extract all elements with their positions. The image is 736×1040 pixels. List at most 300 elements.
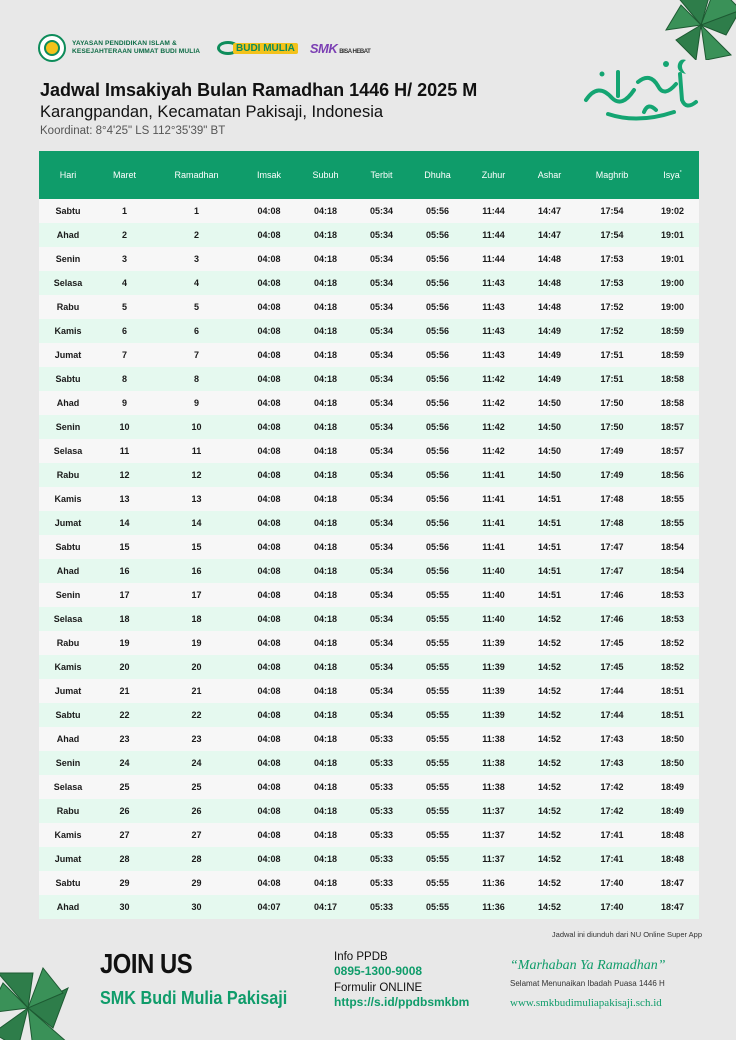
cell-imsak: 04:08 [241, 871, 297, 895]
cell-isya: 18:47 [646, 895, 699, 919]
cell-maghrib: 17:53 [578, 247, 646, 271]
cell-imsak: 04:08 [241, 703, 297, 727]
cell-terbit: 05:34 [354, 583, 409, 607]
column-header-maret: Maret [97, 151, 152, 199]
cell-terbit: 05:34 [354, 487, 409, 511]
cell-hari: Kamis [39, 655, 97, 679]
cell-hari: Rabu [39, 799, 97, 823]
cell-zuhur: 11:39 [466, 631, 521, 655]
cell-subuh: 04:18 [297, 463, 354, 487]
cell-maret: 22 [97, 703, 152, 727]
motto-subtitle: Selamat Menunaikan Ibadah Puasa 1446 H [510, 979, 665, 988]
cell-isya: 19:01 [646, 223, 699, 247]
cell-ramadhan: 15 [152, 535, 241, 559]
cell-subuh: 04:18 [297, 487, 354, 511]
cell-imsak: 04:08 [241, 199, 297, 223]
cell-ramadhan: 6 [152, 319, 241, 343]
cell-ashar: 14:51 [521, 535, 578, 559]
cell-ramadhan: 8 [152, 367, 241, 391]
cell-maghrib: 17:47 [578, 535, 646, 559]
cell-maghrib: 17:51 [578, 343, 646, 367]
cell-maret: 1 [97, 199, 152, 223]
location-subtitle: Karangpandan, Kecamatan Pakisaji, Indonesia [40, 103, 384, 121]
table-row [39, 415, 699, 439]
cell-dhuha: 05:56 [409, 487, 466, 511]
cell-maghrib: 17:40 [578, 871, 646, 895]
table-row [39, 631, 699, 655]
cell-isya: 19:02 [646, 199, 699, 223]
cell-maghrib: 17:48 [578, 511, 646, 535]
cell-dhuha: 05:56 [409, 391, 466, 415]
cell-subuh: 04:18 [297, 319, 354, 343]
cell-maghrib: 17:41 [578, 847, 646, 871]
cell-dhuha: 05:55 [409, 871, 466, 895]
cell-imsak: 04:08 [241, 751, 297, 775]
cell-dhuha: 05:56 [409, 511, 466, 535]
cell-maret: 3 [97, 247, 152, 271]
table-body [39, 199, 699, 919]
cell-maret: 29 [97, 871, 152, 895]
table-header-row [39, 151, 699, 199]
cell-imsak: 04:08 [241, 223, 297, 247]
cell-terbit: 05:34 [354, 607, 409, 631]
table-row [39, 895, 699, 919]
cell-imsak: 04:08 [241, 319, 297, 343]
cell-ramadhan: 26 [152, 799, 241, 823]
cell-maghrib: 17:41 [578, 823, 646, 847]
cell-dhuha: 05:55 [409, 775, 466, 799]
cell-isya: 18:51 [646, 679, 699, 703]
cell-isya: 18:55 [646, 511, 699, 535]
cell-hari: Selasa [39, 439, 97, 463]
cell-maghrib: 17:54 [578, 199, 646, 223]
coordinates: Koordinat: 8°4'25" LS 112°35'39" BT [40, 125, 226, 137]
cell-subuh: 04:18 [297, 391, 354, 415]
cell-hari: Ahad [39, 391, 97, 415]
table-row [39, 199, 699, 223]
cell-maghrib: 17:48 [578, 487, 646, 511]
cell-imsak: 04:08 [241, 727, 297, 751]
table-row [39, 487, 699, 511]
cell-terbit: 05:34 [354, 535, 409, 559]
cell-zuhur: 11:38 [466, 751, 521, 775]
cell-subuh: 04:18 [297, 799, 354, 823]
schedule-table [39, 151, 699, 919]
cell-ramadhan: 28 [152, 847, 241, 871]
cell-ashar: 14:49 [521, 367, 578, 391]
cell-dhuha: 05:55 [409, 823, 466, 847]
cell-isya: 18:50 [646, 751, 699, 775]
cell-isya: 18:59 [646, 319, 699, 343]
cell-imsak: 04:08 [241, 679, 297, 703]
cell-ashar: 14:50 [521, 439, 578, 463]
cell-dhuha: 05:55 [409, 799, 466, 823]
cell-zuhur: 11:36 [466, 871, 521, 895]
cell-maret: 30 [97, 895, 152, 919]
cell-subuh: 04:18 [297, 583, 354, 607]
cell-subuh: 04:18 [297, 655, 354, 679]
cell-zuhur: 11:44 [466, 223, 521, 247]
cell-maret: 19 [97, 631, 152, 655]
cell-zuhur: 11:40 [466, 607, 521, 631]
cell-imsak: 04:08 [241, 823, 297, 847]
cell-subuh: 04:18 [297, 247, 354, 271]
cell-subuh: 04:18 [297, 535, 354, 559]
cell-hari: Jumat [39, 343, 97, 367]
cell-zuhur: 11:40 [466, 583, 521, 607]
cell-zuhur: 11:42 [466, 367, 521, 391]
cell-zuhur: 11:41 [466, 487, 521, 511]
table-row [39, 823, 699, 847]
isya-footnote-mark: * [679, 170, 682, 176]
cell-hari: Sabtu [39, 367, 97, 391]
cell-ashar: 14:50 [521, 415, 578, 439]
cell-maret: 12 [97, 463, 152, 487]
cell-subuh: 04:18 [297, 511, 354, 535]
cell-terbit: 05:34 [354, 247, 409, 271]
cell-zuhur: 11:44 [466, 199, 521, 223]
cell-terbit: 05:34 [354, 367, 409, 391]
cell-ashar: 14:52 [521, 631, 578, 655]
cell-dhuha: 05:55 [409, 727, 466, 751]
table-row [39, 847, 699, 871]
cell-subuh: 04:18 [297, 823, 354, 847]
cell-isya: 18:52 [646, 655, 699, 679]
title-block [40, 80, 477, 137]
cell-terbit: 05:34 [354, 223, 409, 247]
cell-zuhur: 11:42 [466, 391, 521, 415]
website-link[interactable]: www.smkbudimuliapakisaji.sch.id [510, 997, 662, 1009]
cell-terbit: 05:34 [354, 271, 409, 295]
cell-imsak: 04:07 [241, 895, 297, 919]
cell-maret: 13 [97, 487, 152, 511]
cell-hari: Jumat [39, 679, 97, 703]
cell-dhuha: 05:55 [409, 895, 466, 919]
cell-maret: 8 [97, 367, 152, 391]
cell-subuh: 04:18 [297, 199, 354, 223]
cell-maghrib: 17:45 [578, 631, 646, 655]
cell-subuh: 04:18 [297, 295, 354, 319]
org-name [72, 40, 207, 57]
motto-block [510, 958, 710, 1009]
cell-ashar: 14:52 [521, 823, 578, 847]
table-row [39, 871, 699, 895]
cell-terbit: 05:34 [354, 463, 409, 487]
page-title: Jadwal Imsakiyah Bulan Ramadhan 1446 H/ 2025 M [40, 80, 478, 100]
column-header-imsak: Imsak [241, 151, 297, 199]
cell-terbit: 05:33 [354, 727, 409, 751]
cell-isya: 18:56 [646, 463, 699, 487]
form-label: Formulir ONLINE [334, 982, 423, 994]
table-row [39, 535, 699, 559]
cell-isya: 18:57 [646, 415, 699, 439]
cell-isya: 18:48 [646, 847, 699, 871]
ppdb-info [334, 951, 469, 1009]
cell-imsak: 04:08 [241, 655, 297, 679]
cell-zuhur: 11:38 [466, 775, 521, 799]
cell-maret: 9 [97, 391, 152, 415]
cell-maret: 23 [97, 727, 152, 751]
join-title: JOIN US [100, 948, 193, 979]
cell-maret: 21 [97, 679, 152, 703]
cell-subuh: 04:18 [297, 415, 354, 439]
cell-dhuha: 05:56 [409, 319, 466, 343]
cell-imsak: 04:08 [241, 391, 297, 415]
cell-ramadhan: 21 [152, 679, 241, 703]
table-row [39, 727, 699, 751]
cell-ramadhan: 1 [152, 199, 241, 223]
cell-subuh: 04:18 [297, 439, 354, 463]
cell-hari: Sabtu [39, 535, 97, 559]
cell-zuhur: 11:41 [466, 463, 521, 487]
cell-hari: Sabtu [39, 703, 97, 727]
cell-ashar: 14:50 [521, 463, 578, 487]
cell-zuhur: 11:43 [466, 295, 521, 319]
cell-hari: Jumat [39, 511, 97, 535]
cell-maret: 25 [97, 775, 152, 799]
cell-terbit: 05:33 [354, 847, 409, 871]
cell-ashar: 14:52 [521, 847, 578, 871]
cell-dhuha: 05:56 [409, 199, 466, 223]
cell-ashar: 14:52 [521, 871, 578, 895]
budi-mulia-logo-text: BUDI MULIA [233, 43, 298, 54]
cell-imsak: 04:08 [241, 511, 297, 535]
cell-imsak: 04:08 [241, 607, 297, 631]
cell-maghrib: 17:49 [578, 439, 646, 463]
column-header-maghrib: Maghrib [578, 151, 646, 199]
cell-hari: Senin [39, 415, 97, 439]
cell-maret: 10 [97, 415, 152, 439]
cell-zuhur: 11:43 [466, 271, 521, 295]
cell-imsak: 04:08 [241, 847, 297, 871]
cell-dhuha: 05:55 [409, 703, 466, 727]
cell-subuh: 04:18 [297, 271, 354, 295]
cell-dhuha: 05:55 [409, 847, 466, 871]
cell-isya: 18:51 [646, 703, 699, 727]
cell-terbit: 05:34 [354, 415, 409, 439]
cell-terbit: 05:34 [354, 703, 409, 727]
cell-hari: Senin [39, 583, 97, 607]
cell-ashar: 14:52 [521, 775, 578, 799]
cell-dhuha: 05:55 [409, 631, 466, 655]
cell-ramadhan: 13 [152, 487, 241, 511]
cell-ashar: 14:47 [521, 223, 578, 247]
cell-isya: 18:55 [646, 487, 699, 511]
cell-dhuha: 05:55 [409, 607, 466, 631]
cell-subuh: 04:18 [297, 679, 354, 703]
cell-isya: 18:58 [646, 391, 699, 415]
cell-hari: Ahad [39, 895, 97, 919]
cell-dhuha: 05:56 [409, 271, 466, 295]
cell-ramadhan: 14 [152, 511, 241, 535]
cell-maret: 20 [97, 655, 152, 679]
column-header-ashar: Ashar [521, 151, 578, 199]
cell-subuh: 04:18 [297, 367, 354, 391]
table-row [39, 799, 699, 823]
smk-logo [310, 41, 370, 56]
cell-hari: Kamis [39, 823, 97, 847]
cell-dhuha: 05:55 [409, 583, 466, 607]
cell-isya: 18:57 [646, 439, 699, 463]
ramadan-calligraphy-icon [578, 52, 700, 128]
cell-maghrib: 17:42 [578, 799, 646, 823]
cell-hari: Kamis [39, 487, 97, 511]
cell-zuhur: 11:42 [466, 439, 521, 463]
cell-dhuha: 05:56 [409, 367, 466, 391]
cell-subuh: 04:18 [297, 559, 354, 583]
cell-terbit: 05:34 [354, 559, 409, 583]
cell-hari: Jumat [39, 847, 97, 871]
cell-isya: 18:54 [646, 535, 699, 559]
cell-isya: 18:47 [646, 871, 699, 895]
cell-isya: 18:52 [646, 631, 699, 655]
column-header-isya: Isya* [646, 151, 699, 199]
cell-maret: 14 [97, 511, 152, 535]
cell-hari: Ahad [39, 559, 97, 583]
cell-maret: 6 [97, 319, 152, 343]
cell-terbit: 05:34 [354, 391, 409, 415]
cell-hari: Ahad [39, 223, 97, 247]
cell-ashar: 14:52 [521, 655, 578, 679]
cell-maghrib: 17:46 [578, 607, 646, 631]
header-logos [38, 34, 370, 62]
motto-title: “Marhaban Ya Ramadhan” [510, 958, 666, 973]
cell-subuh: 04:18 [297, 751, 354, 775]
cell-zuhur: 11:43 [466, 343, 521, 367]
cell-dhuha: 05:55 [409, 655, 466, 679]
budi-mulia-logo [217, 41, 298, 55]
ppdb-phone[interactable]: 0895-1300-9008 [334, 964, 423, 978]
cell-zuhur: 11:37 [466, 799, 521, 823]
cell-terbit: 05:34 [354, 679, 409, 703]
cell-maghrib: 17:44 [578, 679, 646, 703]
cell-dhuha: 05:56 [409, 415, 466, 439]
column-header-terbit: Terbit [354, 151, 409, 199]
cell-maghrib: 17:50 [578, 415, 646, 439]
cell-ramadhan: 23 [152, 727, 241, 751]
cell-zuhur: 11:42 [466, 415, 521, 439]
cell-dhuha: 05:56 [409, 439, 466, 463]
cell-subuh: 04:17 [297, 895, 354, 919]
cell-ramadhan: 18 [152, 607, 241, 631]
cell-zuhur: 11:40 [466, 559, 521, 583]
cell-ashar: 14:51 [521, 511, 578, 535]
cell-terbit: 05:34 [354, 511, 409, 535]
cell-dhuha: 05:56 [409, 559, 466, 583]
cell-maghrib: 17:54 [578, 223, 646, 247]
cell-isya: 18:59 [646, 343, 699, 367]
cell-dhuha: 05:56 [409, 295, 466, 319]
column-header-ramadhan: Ramadhan [152, 151, 241, 199]
column-header-zuhur: Zuhur [466, 151, 521, 199]
cell-ramadhan: 27 [152, 823, 241, 847]
cell-subuh: 04:18 [297, 727, 354, 751]
cell-ramadhan: 29 [152, 871, 241, 895]
table-row [39, 247, 699, 271]
cell-terbit: 05:34 [354, 295, 409, 319]
cell-ramadhan: 10 [152, 415, 241, 439]
cell-ramadhan: 25 [152, 775, 241, 799]
table-row [39, 751, 699, 775]
cell-ashar: 14:52 [521, 727, 578, 751]
cell-hari: Senin [39, 247, 97, 271]
cell-imsak: 04:08 [241, 343, 297, 367]
table-row [39, 223, 699, 247]
cell-zuhur: 11:38 [466, 727, 521, 751]
cell-imsak: 04:08 [241, 271, 297, 295]
cell-ramadhan: 4 [152, 271, 241, 295]
cell-zuhur: 11:37 [466, 823, 521, 847]
table-row [39, 391, 699, 415]
table-row [39, 511, 699, 535]
column-header-subuh: Subuh [297, 151, 354, 199]
cell-imsak: 04:08 [241, 295, 297, 319]
cell-terbit: 05:33 [354, 895, 409, 919]
cell-ramadhan: 3 [152, 247, 241, 271]
table-row [39, 343, 699, 367]
cell-ramadhan: 11 [152, 439, 241, 463]
cell-terbit: 05:34 [354, 319, 409, 343]
cell-maret: 27 [97, 823, 152, 847]
cell-zuhur: 11:44 [466, 247, 521, 271]
table-row [39, 679, 699, 703]
cell-maghrib: 17:52 [578, 319, 646, 343]
cell-ashar: 14:48 [521, 295, 578, 319]
cell-hari: Senin [39, 751, 97, 775]
cell-ashar: 14:48 [521, 271, 578, 295]
cell-subuh: 04:18 [297, 871, 354, 895]
cell-hari: Ahad [39, 727, 97, 751]
cell-ashar: 14:52 [521, 607, 578, 631]
cell-ramadhan: 5 [152, 295, 241, 319]
cell-maret: 4 [97, 271, 152, 295]
cell-ramadhan: 30 [152, 895, 241, 919]
cell-dhuha: 05:55 [409, 751, 466, 775]
cell-maret: 16 [97, 559, 152, 583]
cell-maret: 15 [97, 535, 152, 559]
cell-imsak: 04:08 [241, 775, 297, 799]
cell-zuhur: 11:39 [466, 679, 521, 703]
cell-ashar: 14:51 [521, 487, 578, 511]
cell-imsak: 04:08 [241, 631, 297, 655]
cell-ashar: 14:51 [521, 559, 578, 583]
cell-maret: 5 [97, 295, 152, 319]
cell-terbit: 05:33 [354, 751, 409, 775]
table-row [39, 439, 699, 463]
cell-isya: 18:48 [646, 823, 699, 847]
cell-dhuha: 05:56 [409, 223, 466, 247]
cell-imsak: 04:08 [241, 463, 297, 487]
table-row [39, 559, 699, 583]
table-row [39, 583, 699, 607]
form-link[interactable]: https://s.id/ppdbsmkbm [334, 995, 470, 1009]
cell-ramadhan: 24 [152, 751, 241, 775]
cell-hari: Selasa [39, 775, 97, 799]
info-ppdb-label: Info PPDB [334, 951, 388, 963]
cell-terbit: 05:33 [354, 823, 409, 847]
leaf-ornament-icon [0, 948, 88, 1040]
cell-imsak: 04:08 [241, 799, 297, 823]
cell-maret: 28 [97, 847, 152, 871]
school-name: SMK Budi Mulia Pakisaji [100, 988, 288, 1008]
table-row [39, 463, 699, 487]
cell-zuhur: 11:39 [466, 655, 521, 679]
cell-imsak: 04:08 [241, 415, 297, 439]
cell-dhuha: 05:56 [409, 343, 466, 367]
cell-hari: Rabu [39, 631, 97, 655]
cell-isya: 18:53 [646, 607, 699, 631]
table-row [39, 775, 699, 799]
